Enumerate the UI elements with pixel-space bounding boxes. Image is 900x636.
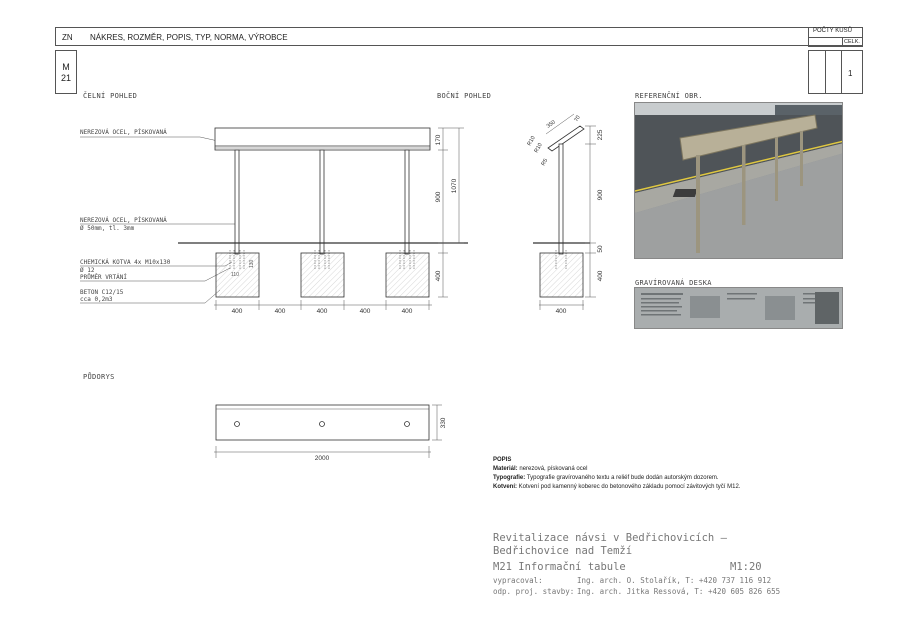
- side-dim-70: 70: [573, 114, 582, 123]
- front-footing-3: [386, 253, 429, 297]
- note-concrete: BETON C12/15: [80, 289, 124, 296]
- front-dim-3: 400: [316, 308, 328, 315]
- front-view: [178, 128, 468, 297]
- side-view-title: BOČNÍ POHLED: [437, 92, 492, 100]
- footing-dim-130: 130: [249, 259, 255, 268]
- note-concrete-vol: cca 0,2m3: [80, 296, 113, 303]
- side-dim-350: 350: [545, 119, 557, 130]
- side-view: [533, 126, 590, 297]
- engraved-plate: [634, 287, 843, 329]
- side-panel: [548, 126, 584, 151]
- reference-photo-image: [635, 103, 843, 259]
- author-key: vypracoval:: [493, 576, 543, 585]
- lead-key: odp. proj. stavby:: [493, 587, 575, 596]
- front-dim-4: 400: [359, 308, 371, 315]
- count-header: POČTY KUSŮ: [813, 28, 852, 34]
- side-post: [559, 144, 563, 254]
- engraved-plate-image: [635, 288, 843, 329]
- count-total: 1: [848, 69, 853, 78]
- side-dim-r10a: R10: [526, 135, 537, 147]
- side-rdim-1: 225: [597, 129, 604, 141]
- front-rdim-2: 900: [435, 191, 442, 203]
- popis-title: POPIS: [493, 457, 512, 463]
- side-rdim-4: 400: [597, 270, 604, 282]
- reference-title: REFERENČNÍ OBR.: [635, 92, 703, 100]
- front-footing-2: [301, 253, 344, 297]
- front-rdim-3: 1070: [451, 178, 458, 194]
- front-dim-2: 400: [274, 308, 286, 315]
- plan-view: [216, 405, 429, 440]
- author-value: Ing. arch. O. Stolařík, T: +420 737 116 912: [577, 576, 772, 585]
- item-title: M21 Informační tabule: [493, 561, 626, 573]
- note-drill-d: Ø 12: [80, 267, 95, 274]
- plan-width-dim: 2000: [314, 455, 330, 462]
- scale-label: M1:20: [730, 561, 762, 573]
- note-steel-post: NEREZOVÁ OCEL, PÍSKOVANÁ: [80, 217, 167, 224]
- side-footing: [540, 253, 583, 297]
- note-steel-top: NEREZOVÁ OCEL, PÍSKOVANÁ: [80, 129, 167, 136]
- popis-anchor-value: Kotvení pod kamenný koberec do betonového základu pomocí závitových tyčí M12.: [518, 484, 741, 490]
- popis-typo-value: Typografie gravírovaného textu a reliéf bude dodán autorským dozorem.: [526, 475, 719, 481]
- front-sign-panel: [215, 128, 430, 150]
- front-rdim-1: 170: [435, 134, 442, 146]
- header-columns: NÁKRES, ROZMĚR, POPIS, TYP, NORMA, VÝROBCE: [90, 33, 288, 42]
- front-rdim-4: 400: [435, 270, 442, 282]
- plan-post-2: [320, 422, 325, 427]
- popis-typo-key: Typografie:: [493, 475, 526, 481]
- side-dim-r10b: R10: [533, 142, 544, 154]
- description-block: [493, 456, 793, 492]
- side-rdim-2: 900: [597, 189, 604, 201]
- note-anchor: CHEMICKÁ KOTVA 4x M10x130: [80, 259, 171, 266]
- popis-material-key: Materiál:: [493, 466, 518, 472]
- lead-value: Ing. arch. Jitka Ressová, T: +420 605 826 655: [577, 587, 781, 596]
- plan-view-title: PŮDORYS: [83, 373, 115, 381]
- plan-post-3: [405, 422, 410, 427]
- project-title-2: Bedřichovice nad Temží: [493, 545, 633, 557]
- engraved-title: GRAVÍROVANÁ DESKA: [635, 279, 712, 287]
- plan-depth-dim: 330: [440, 417, 447, 429]
- note-post-dim: Ø 50mm, tl. 3mm: [80, 225, 135, 232]
- side-bottom-dim: 400: [555, 308, 567, 315]
- front-view-title: ČELNÍ POHLED: [83, 92, 138, 100]
- front-posts: [235, 150, 409, 254]
- project-title-1: Revitalizace návsi v Bedřichovicích –: [493, 532, 727, 544]
- leader-lines: [80, 137, 236, 303]
- popis-anchor-key: Kotvení:: [493, 484, 517, 490]
- front-dim-1: 400: [231, 308, 243, 315]
- item-code-bottom: 21: [60, 73, 71, 83]
- side-rdim-3: 50: [597, 245, 604, 253]
- popis-material-value: nerezová, pískovaná ocel: [519, 466, 588, 472]
- item-code-top: M: [62, 62, 70, 72]
- reference-photo: [634, 102, 843, 259]
- total-header: CELK.: [844, 39, 860, 45]
- footing-dim-110: 110: [231, 272, 239, 278]
- plan-post-1: [235, 422, 240, 427]
- note-drill-label: PRŮMĚR VRTÁNÍ: [80, 274, 127, 281]
- header-code: ZN: [62, 33, 73, 42]
- side-dim-r5: R5: [540, 157, 550, 167]
- front-dim-5: 400: [401, 308, 413, 315]
